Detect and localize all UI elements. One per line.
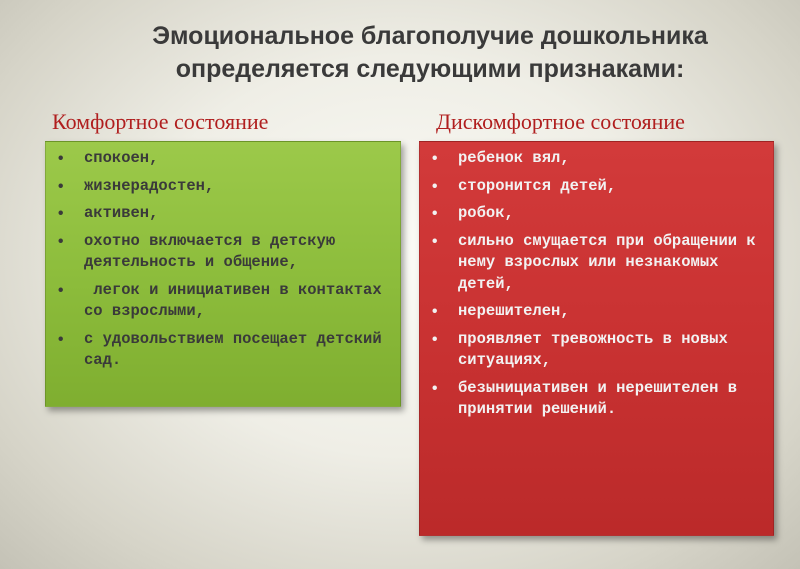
list-item <box>420 176 773 198</box>
list-item <box>420 203 773 225</box>
list-item-text: сильно смущается при обращении к нему взрослых или незнакомых детей, <box>458 231 756 293</box>
list-item <box>420 231 773 296</box>
comfort-list <box>46 142 400 372</box>
list-item-text: с удовольствием посещает детский сад. <box>84 329 382 369</box>
discomfort-heading: Дискомфортное состояние <box>436 109 685 134</box>
comfort-heading: Комфортное состояние <box>52 109 269 134</box>
list-item-text: сторонится детей, <box>458 176 617 195</box>
list-item-text: легок и инициативен в контактах со взрослыми, <box>84 280 391 320</box>
list-item <box>46 148 400 170</box>
bullet-icon: • <box>58 281 64 299</box>
list-item <box>420 148 773 170</box>
list-item-text: активен, <box>84 204 159 222</box>
bullet-icon: • <box>58 177 64 195</box>
bullet-icon: • <box>432 150 438 167</box>
bullet-icon: • <box>432 303 438 320</box>
list-item <box>46 176 400 198</box>
bullet-icon: • <box>432 379 438 397</box>
bullet-icon: • <box>58 232 64 250</box>
list-item-text: нерешителен, <box>458 302 570 320</box>
discomfort-box <box>419 141 774 536</box>
list-item <box>420 329 773 372</box>
bullet-icon: • <box>58 205 64 222</box>
list-item <box>46 231 400 274</box>
bullet-icon: • <box>432 330 438 348</box>
bullet-icon: • <box>58 330 64 348</box>
list-item <box>46 280 400 323</box>
comfort-box <box>45 141 401 407</box>
bullet-icon: • <box>432 177 438 195</box>
list-item <box>46 329 400 372</box>
list-item-text: жизнерадостен, <box>84 176 215 195</box>
slide-title-line-2: определяется следующими признаками: <box>175 55 685 83</box>
list-item <box>420 301 773 323</box>
list-item-text: охотно включается в детскую деятельность и общение, <box>84 231 336 271</box>
list-item-text: робок, <box>458 204 514 222</box>
list-item-text: проявляет тревожность в новых ситуациях, <box>458 329 728 369</box>
bullet-icon: • <box>432 205 438 222</box>
bullet-icon: • <box>58 150 64 167</box>
discomfort-list <box>420 142 773 421</box>
list-item <box>420 378 773 421</box>
list-item-text: ребенок вял, <box>458 149 570 167</box>
list-item <box>46 203 400 225</box>
bullet-icon: • <box>432 232 438 250</box>
slide-title <box>110 20 750 86</box>
list-item-text: спокоен, <box>84 149 159 167</box>
list-item-text: безынициативен и нерешителен в принятии решений. <box>458 378 738 418</box>
slide-title-line-1: Эмоциональное благополучие дошкольника <box>152 22 708 50</box>
